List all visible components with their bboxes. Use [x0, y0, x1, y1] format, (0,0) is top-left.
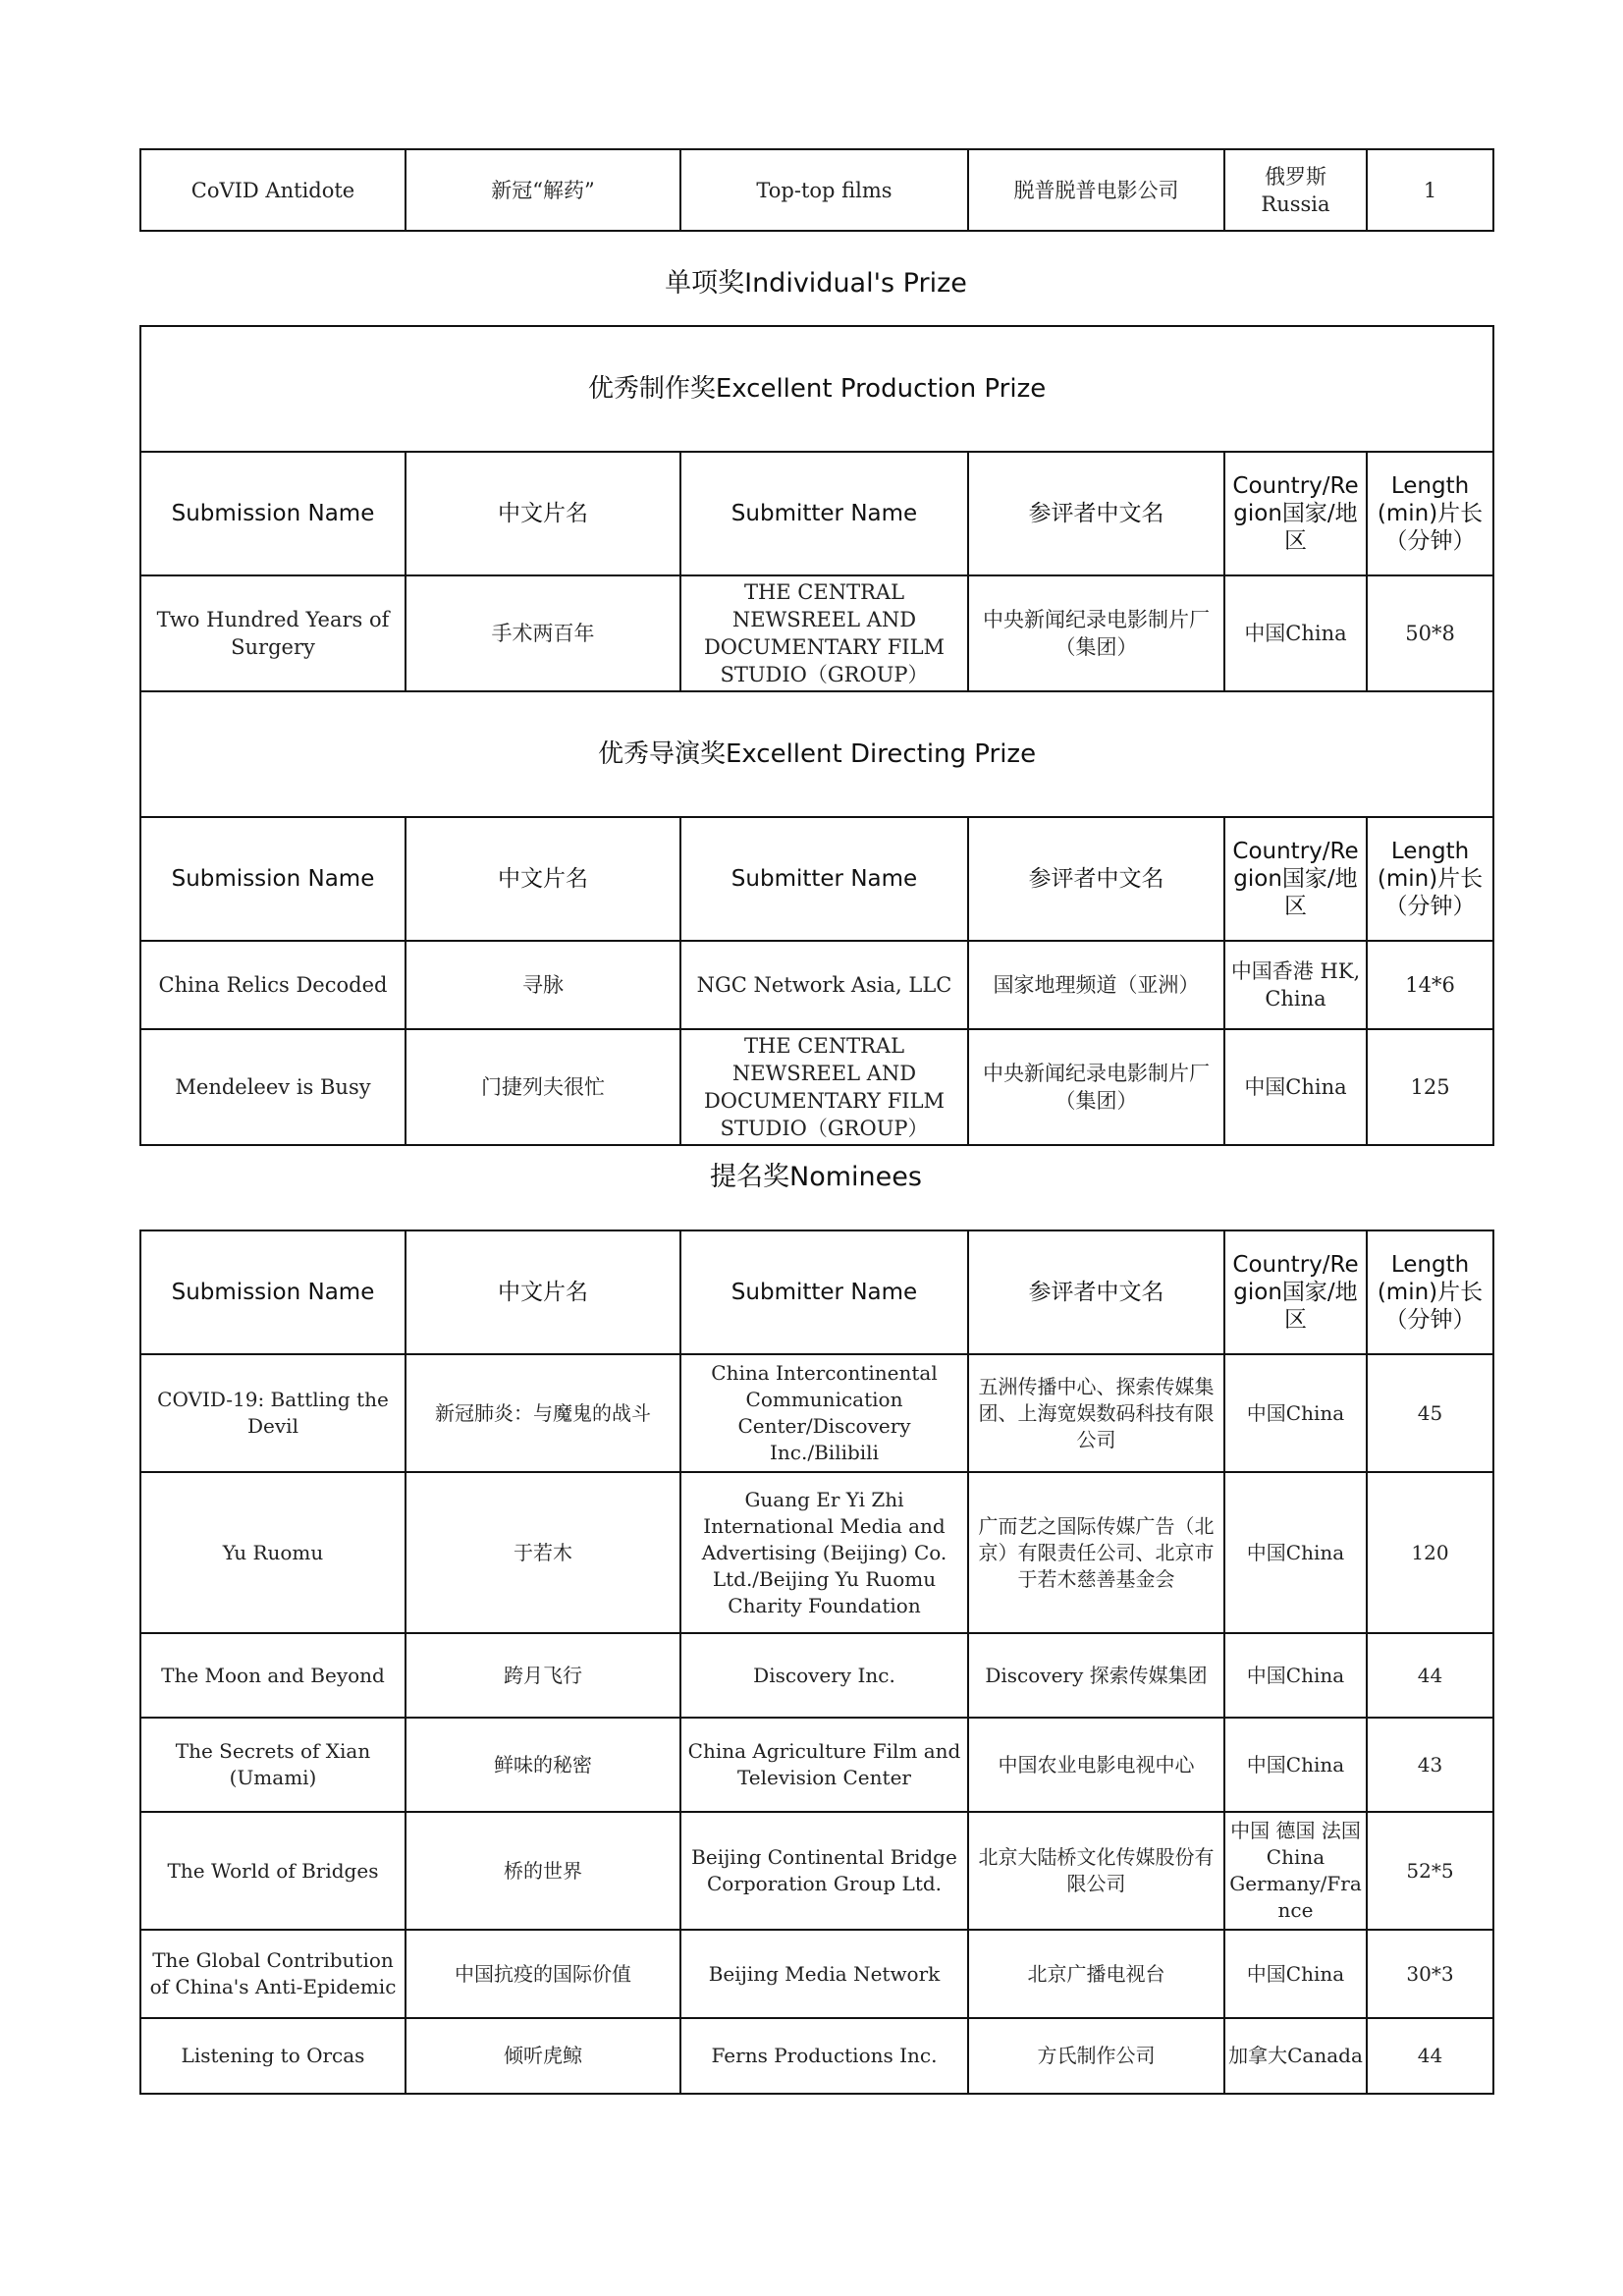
length-cell: 43 [1367, 1718, 1493, 1812]
submitter-chinese-name-cell: 北京广播电视台 [968, 1930, 1224, 2018]
country-cell: 中国China [1224, 1354, 1367, 1472]
length-cell: 120 [1367, 1472, 1493, 1633]
country-cell: 中国 德国 法国 China Germany/France [1224, 1812, 1367, 1930]
header-row [140, 817, 1493, 941]
length-cell: 52*5 [1367, 1812, 1493, 1930]
header-submission-name: Submission Name [140, 1230, 406, 1354]
table-row [140, 575, 1493, 691]
submitter-name-cell: Beijing Media Network [680, 1930, 968, 2018]
length-cell: 44 [1367, 2018, 1493, 2094]
header-row [140, 1230, 1493, 1354]
submitter-chinese-name-cell: 中央新闻纪录电影制片厂（集团） [968, 1029, 1224, 1145]
chinese-title-cell: 新冠“解药” [406, 149, 680, 231]
table-row [140, 1633, 1493, 1718]
header-country-region: Country/Region国家/地区 [1224, 817, 1367, 941]
chinese-title-cell: 于若木 [406, 1472, 680, 1633]
header-length: Length (min)片长（分钟） [1367, 817, 1493, 941]
submitter-chinese-name-cell: 中央新闻纪录电影制片厂（集团） [968, 575, 1224, 691]
submission-name-cell: The Secrets of Xian (Umami) [140, 1718, 406, 1812]
directing-prize-title: 优秀导演奖Excellent Directing Prize [140, 691, 1493, 817]
length-cell: 50*8 [1367, 575, 1493, 691]
submitter-name-cell: Beijing Continental Bridge Corporation Group Ltd. [680, 1812, 968, 1930]
country-cell: 中国香港 HK, China [1224, 941, 1367, 1029]
submission-name-cell: China Relics Decoded [140, 941, 406, 1029]
submission-name-cell: Mendeleev is Busy [140, 1029, 406, 1145]
length-cell: 45 [1367, 1354, 1493, 1472]
header-submitter-name: Submitter Name [680, 452, 968, 575]
table-row [140, 1472, 1493, 1633]
chinese-title-cell: 门捷列夫很忙 [406, 1029, 680, 1145]
chinese-title-cell: 寻脉 [406, 941, 680, 1029]
section-title-row [140, 691, 1493, 817]
submitter-chinese-name-cell: 广而艺之国际传媒广告（北京）有限责任公司、北京市于若木慈善基金会 [968, 1472, 1224, 1633]
submitter-chinese-name-cell: 中国农业电影电视中心 [968, 1718, 1224, 1812]
submitter-name-cell: China Intercontinental Communication Center/Discovery Inc./Bilibili [680, 1354, 968, 1472]
submitter-name-cell: China Agriculture Film and Television Center [680, 1718, 968, 1812]
submitter-name-cell: THE CENTRAL NEWSREEL AND DOCUMENTARY FILM STUDIO（GROUP） [680, 1029, 968, 1145]
submitter-chinese-name-cell: 脱普脱普电影公司 [968, 149, 1224, 231]
nominees-heading: 提名奖Nominees [710, 1162, 922, 1192]
production-prize-title: 优秀制作奖Excellent Production Prize [140, 326, 1493, 452]
table-row [140, 941, 1493, 1029]
chinese-title-cell: 跨月飞行 [406, 1633, 680, 1718]
table-row [140, 1812, 1493, 1930]
header-length: Length (min)片长（分钟） [1367, 1230, 1493, 1354]
country-cell: 加拿大Canada [1224, 2018, 1367, 2094]
country-cell: 中国China [1224, 1930, 1367, 2018]
submission-name-cell: Yu Ruomu [140, 1472, 406, 1633]
top-table [139, 148, 1494, 232]
chinese-title-cell: 中国抗疫的国际价值 [406, 1930, 680, 2018]
header-chinese-title: 中文片名 [406, 452, 680, 575]
table-row [140, 149, 1493, 231]
table-row [140, 1354, 1493, 1472]
table-row [140, 1029, 1493, 1145]
individual-prize-heading: 单项奖Individual's Prize [665, 268, 967, 299]
chinese-title-cell: 桥的世界 [406, 1812, 680, 1930]
submission-name-cell: The Global Contribution of China's Anti-Epidemic [140, 1930, 406, 2018]
header-submission-name: Submission Name [140, 452, 406, 575]
chinese-title-cell: 倾听虎鲸 [406, 2018, 680, 2094]
submitter-name-cell: Ferns Productions Inc. [680, 2018, 968, 2094]
length-cell: 14*6 [1367, 941, 1493, 1029]
table-row [140, 2018, 1493, 2094]
submitter-name-cell: Guang Er Yi Zhi International Media and Advertising (Beijing) Co. Ltd./Beijing Yu Ruomu Charity Foundation [680, 1472, 968, 1633]
submission-name-cell: Two Hundred Years of Surgery [140, 575, 406, 691]
prize-table [139, 325, 1494, 1146]
submission-name-cell: Listening to Orcas [140, 2018, 406, 2094]
chinese-title-cell: 鲜味的秘密 [406, 1718, 680, 1812]
section-title-row [140, 326, 1493, 452]
country-cell: 中国China [1224, 1472, 1367, 1633]
table-row [140, 1930, 1493, 2018]
country-cell: 中国China [1224, 1633, 1367, 1718]
header-submission-name: Submission Name [140, 817, 406, 941]
submitter-chinese-name-cell: 五洲传播中心、探索传媒集团、上海宽娱数码科技有限公司 [968, 1354, 1224, 1472]
submitter-name-cell: NGC Network Asia, LLC [680, 941, 968, 1029]
submitter-chinese-name-cell: 北京大陆桥文化传媒股份有限公司 [968, 1812, 1224, 1930]
header-length: Length (min)片长（分钟） [1367, 452, 1493, 575]
chinese-title-cell: 新冠肺炎：与魔鬼的战斗 [406, 1354, 680, 1472]
header-row [140, 452, 1493, 575]
country-cell: 俄罗斯 Russia [1224, 149, 1367, 231]
header-country-region: Country/Region国家/地区 [1224, 1230, 1367, 1354]
chinese-title-cell: 手术两百年 [406, 575, 680, 691]
country-cell: 中国China [1224, 575, 1367, 691]
submission-name-cell: The World of Bridges [140, 1812, 406, 1930]
submitter-chinese-name-cell: Discovery 探索传媒集团 [968, 1633, 1224, 1718]
length-cell: 125 [1367, 1029, 1493, 1145]
header-submitter-chinese-name: 参评者中文名 [968, 1230, 1224, 1354]
header-submitter-name: Submitter Name [680, 817, 968, 941]
nominees-table [139, 1230, 1494, 2095]
country-cell: 中国China [1224, 1029, 1367, 1145]
submitter-name-cell: THE CENTRAL NEWSREEL AND DOCUMENTARY FILM STUDIO（GROUP） [680, 575, 968, 691]
length-cell: 1 [1367, 149, 1493, 231]
submission-name-cell: The Moon and Beyond [140, 1633, 406, 1718]
table-row [140, 1718, 1493, 1812]
header-chinese-title: 中文片名 [406, 817, 680, 941]
length-cell: 30*3 [1367, 1930, 1493, 2018]
submitter-name-cell: Top-top films [680, 149, 968, 231]
header-submitter-chinese-name: 参评者中文名 [968, 452, 1224, 575]
submitter-chinese-name-cell: 方氏制作公司 [968, 2018, 1224, 2094]
submitter-name-cell: Discovery Inc. [680, 1633, 968, 1718]
country-cell: 中国China [1224, 1718, 1367, 1812]
header-submitter-chinese-name: 参评者中文名 [968, 817, 1224, 941]
submitter-chinese-name-cell: 国家地理频道（亚洲） [968, 941, 1224, 1029]
length-cell: 44 [1367, 1633, 1493, 1718]
header-country-region: Country/Region国家/地区 [1224, 452, 1367, 575]
header-chinese-title: 中文片名 [406, 1230, 680, 1354]
header-submitter-name: Submitter Name [680, 1230, 968, 1354]
submission-name-cell: CoVID Antidote [140, 149, 406, 231]
submission-name-cell: COVID-19: Battling the Devil [140, 1354, 406, 1472]
